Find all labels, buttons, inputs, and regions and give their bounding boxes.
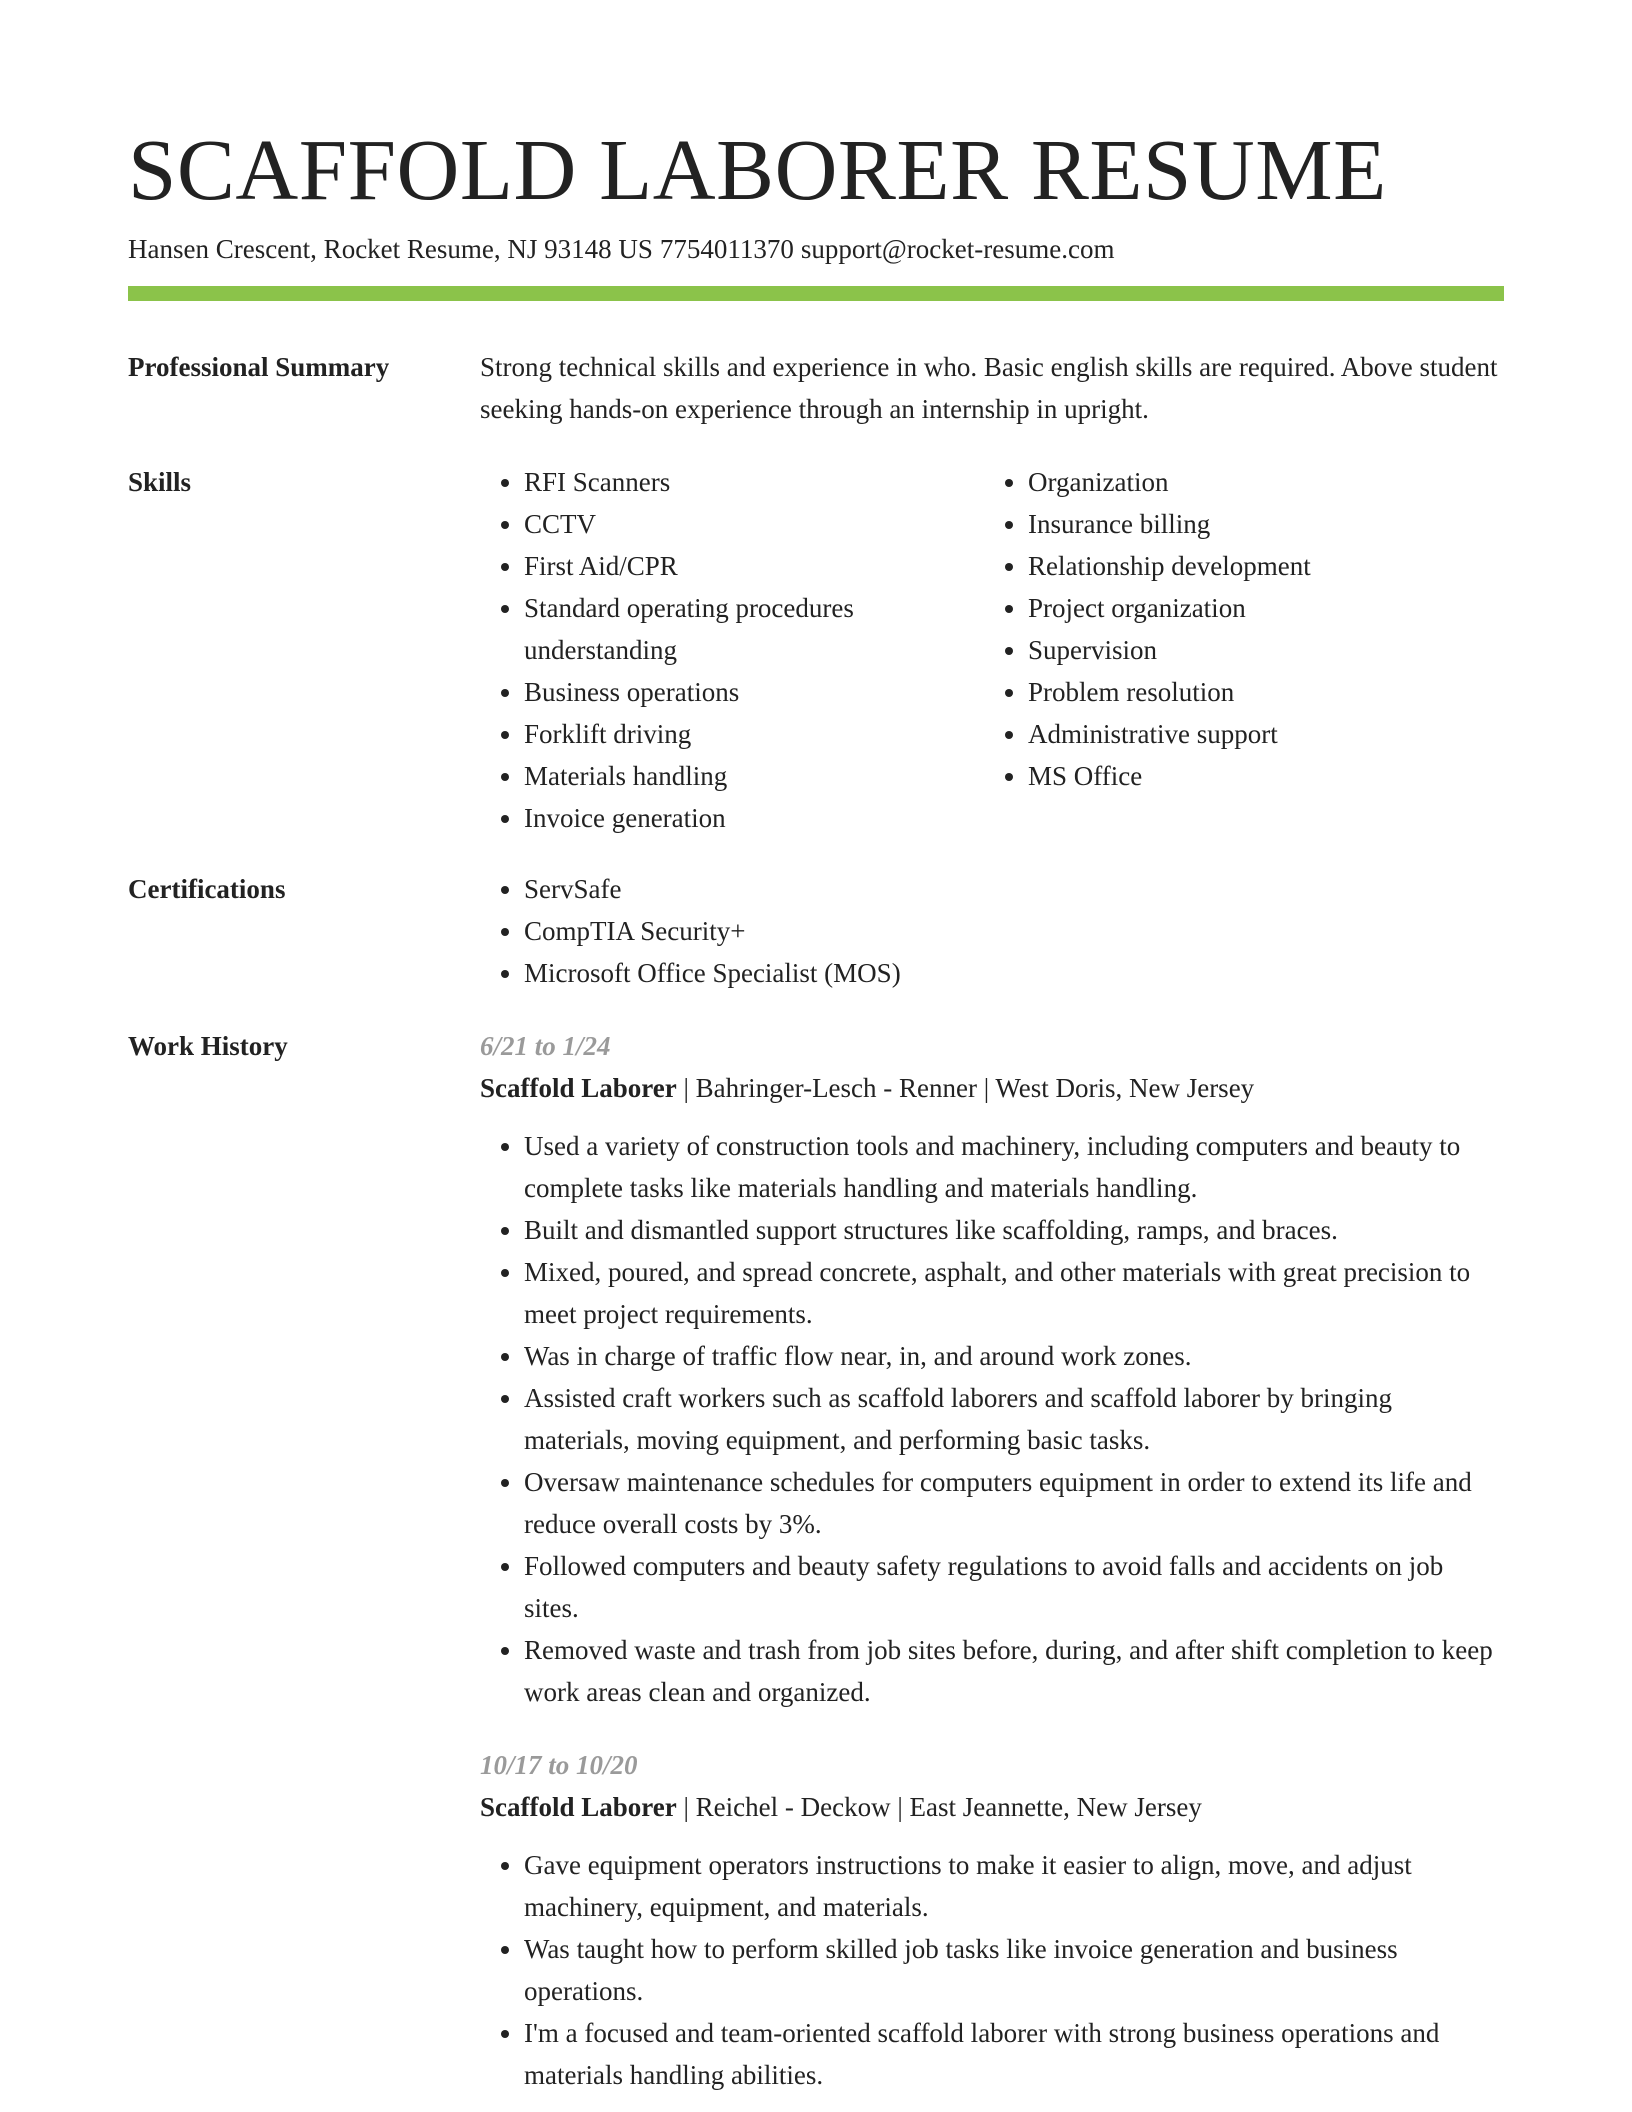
job-bullet: • Mixed, poured, and spread concrete, asphalt, and other materials with great precision to meet project requirements. (524, 1251, 1504, 1335)
contact-email: support@rocket-resume.com (800, 234, 1115, 264)
contact-phone: 7754011370 (659, 234, 794, 264)
job-bullet: • Removed waste and trash from job sites before, during, and after shift completion to keep work areas clean and organized. (524, 1629, 1504, 1713)
job-role: Scaffold Laborer (480, 1792, 677, 1822)
summary-label: Professional Summary (128, 352, 390, 382)
skill-item: • Project organization (1028, 587, 1504, 629)
skills-column-left (480, 461, 984, 839)
job-bullets (480, 1125, 1504, 1713)
skill-item: • RFI Scanners (524, 461, 984, 503)
job-details: | Reichel - Deckow | East Jeannette, New Jersey (676, 1792, 1202, 1822)
job-bullet: • Used a variety of construction tools and machinery, including computers and beauty to complete tasks like materials handling and materials handling. (524, 1125, 1504, 1209)
job-entry (480, 1744, 1504, 2096)
job-dates: 6/21 to 1/24 (480, 1031, 611, 1061)
certifications-list (480, 868, 1504, 994)
job-bullet: • Gave equipment operators instructions to make it easier to align, move, and adjust machinery, equipment, and materials. (524, 1844, 1504, 1928)
job-details: | Bahringer-Lesch - Renner | West Doris, New Jersey (676, 1073, 1255, 1103)
skill-item: • Relationship development (1028, 545, 1504, 587)
skills-label: Skills (128, 467, 192, 497)
job-role: Scaffold Laborer (480, 1073, 677, 1103)
job-bullet: • Was in charge of traffic flow near, in, and around work zones. (524, 1335, 1504, 1377)
job-entry (480, 1025, 1504, 1713)
job-bullet: • Was taught how to perform skilled job tasks like invoice generation and business operations. (524, 1928, 1504, 2012)
skills-column-right (984, 461, 1504, 839)
skill-item: • Standard operating procedures understanding (524, 587, 984, 671)
work-history-body (480, 1025, 1504, 2096)
skill-item: • Business operations (524, 671, 984, 713)
certifications-body (480, 868, 1504, 994)
skills-list-left (480, 461, 984, 839)
skill-item: • Invoice generation (524, 797, 984, 839)
job-bullet: • Assisted craft workers such as scaffold laborers and scaffold laborer by bringing materials, moving equipment, and performing basic tasks. (524, 1377, 1504, 1461)
skill-item: • CCTV (524, 503, 984, 545)
job-bullet: • Built and dismantled support structures like scaffolding, ramps, and braces. (524, 1209, 1504, 1251)
certification-item: • CompTIA Security+ (524, 910, 1504, 952)
skill-item: • First Aid/CPR (524, 545, 984, 587)
resume-title: SCAFFOLD LABORER RESUME (128, 121, 1387, 218)
certification-item: • Microsoft Office Specialist (MOS) (524, 952, 1504, 994)
job-bullet: • Followed computers and beauty safety regulations to avoid falls and accidents on job sites. (524, 1545, 1504, 1629)
skill-item: • Supervision (1028, 629, 1504, 671)
job-dates: 10/17 to 10/20 (480, 1750, 638, 1780)
skill-item: • Problem resolution (1028, 671, 1504, 713)
header-divider (128, 286, 1504, 301)
work-history-label: Work History (128, 1031, 288, 1061)
job-heading (480, 1786, 1504, 1828)
skills-body (480, 461, 1504, 839)
skills-list-right (984, 461, 1504, 797)
job-heading (480, 1067, 1504, 1109)
job-bullet: • Oversaw maintenance schedules for computers equipment in order to extend its life and reduce overall costs by 3%. (524, 1461, 1504, 1545)
skill-item: • Insurance billing (1028, 503, 1504, 545)
skill-item: • Administrative support (1028, 713, 1504, 755)
skill-item: • Forklift driving (524, 713, 984, 755)
certification-item: • ServSafe (524, 868, 1504, 910)
skill-item: • Organization (1028, 461, 1504, 503)
summary-body (480, 346, 1504, 430)
summary-text: Strong technical skills and experience in who. Basic english skills are required. Above student seeking hands-on experience through an internship in upright. (480, 352, 1498, 424)
skills-columns (480, 461, 1504, 839)
contact-line (128, 231, 1114, 267)
certifications-label: Certifications (128, 874, 286, 904)
job-bullet: • I'm a focused and team-oriented scaffold laborer with strong business operations and materials handling abilities. (524, 2012, 1504, 2096)
contact-address: Hansen Crescent, Rocket Resume, NJ 93148 US (128, 234, 653, 264)
skill-item: • Materials handling (524, 755, 984, 797)
skill-item: • MS Office (1028, 755, 1504, 797)
job-bullets (480, 1844, 1504, 2096)
